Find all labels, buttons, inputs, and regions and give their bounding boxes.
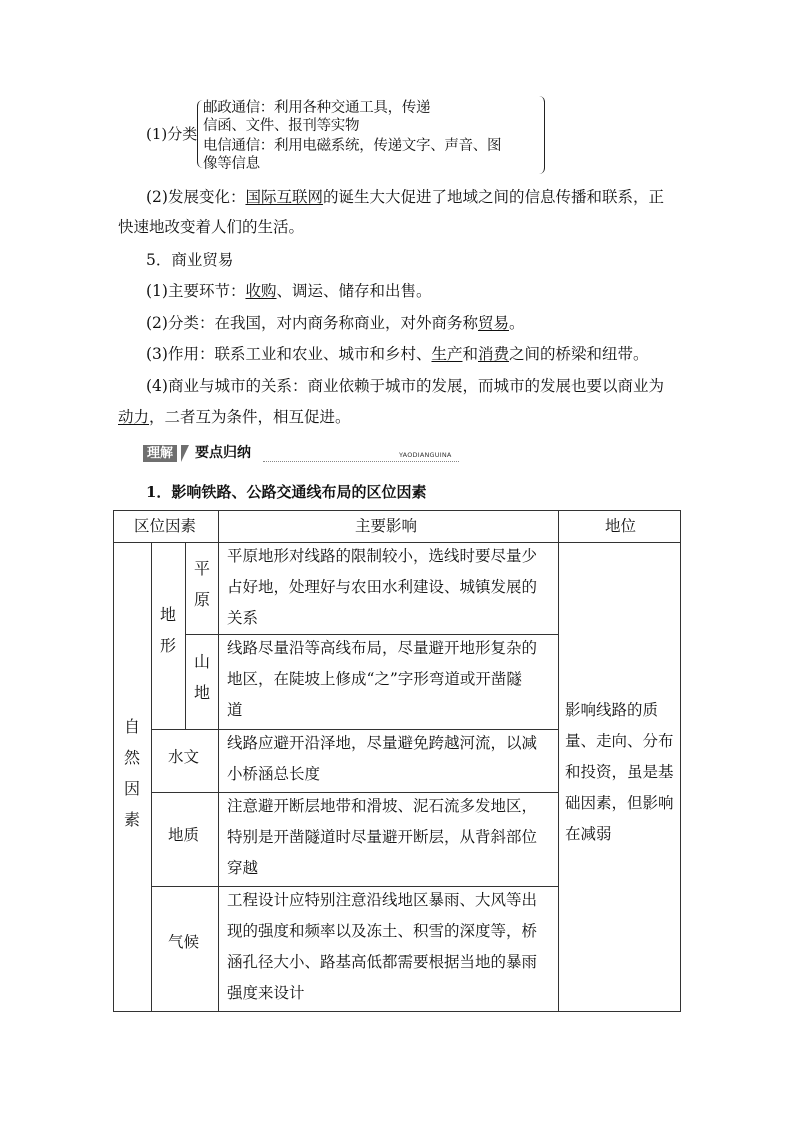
trade-point-4-line-2	[118, 405, 351, 427]
trade-heading: 5．商业贸易	[146, 251, 234, 269]
trade-point-1-keyword: 收购	[245, 282, 277, 300]
mountain-text-cell	[218, 634, 559, 730]
trade-point-3-keyword-1: 生产	[431, 345, 463, 363]
geology-text-line-1: 注意避开断层地带和滑坡、泥石流多发地区，	[227, 797, 538, 815]
banner-tag: 理解	[143, 445, 177, 462]
mountain-text-line-2: 地区，在陡坡上修成“之”字形弯道或开凿隧	[227, 670, 522, 688]
plain-label	[193, 553, 211, 615]
trade-point-1	[146, 279, 432, 301]
right-bracket	[538, 96, 545, 174]
geology-text-cell	[218, 792, 559, 887]
status-line-3: 和投资，虽是基	[565, 763, 674, 781]
trade-point-3-keyword-2: 消费	[478, 345, 510, 363]
climate-label-cell	[151, 886, 219, 1012]
trade-point-4-rest: ，二者互为条件，相互促进。	[149, 408, 351, 426]
climate-text-line-4: 强度来设计	[227, 984, 305, 1002]
trade-point-4: (4)商业与城市的关系：商业依赖于城市的发展，而城市的发展也要以商业为	[146, 377, 664, 395]
climate-text-cell	[218, 886, 559, 1012]
trade-point-1-prefix: (1)主要环节：	[146, 282, 246, 300]
hydrology-text-line-1: 线路应避开沿泽地，尽量避免跨越河流，以减	[227, 734, 538, 752]
status-line-4: 础因素，但影响	[565, 794, 674, 812]
classification-line-2: 信函、文件、报刊等实物	[203, 118, 360, 134]
climate-text-line-2: 现的强度和频率以及冻土、积雪的深度等，桥	[227, 922, 538, 940]
plain-text-line-1: 平原地形对线路的限制较小，选线时要尽量少	[227, 547, 538, 565]
header-influence: 主要影响	[355, 517, 418, 535]
section-banner	[143, 445, 459, 462]
hydrology-label: 水文	[168, 748, 200, 766]
trade-point-1-rest: 、调运、储存和出售。	[276, 282, 432, 300]
hydrology-label-cell	[151, 729, 219, 793]
trade-point-3	[146, 342, 649, 364]
status-line-2: 量、走向、分布	[565, 732, 674, 750]
development-line-2: 快速地改变着人们的生活。	[118, 218, 305, 236]
group-label-text: 自然因素	[123, 717, 140, 829]
hydrology-text-cell	[218, 729, 559, 793]
trade-point-2-rest: 。	[508, 314, 525, 332]
header-cell-factor	[113, 510, 219, 543]
banner-pinyin: YAODIANGUINA	[399, 451, 452, 459]
classification-line-3: 电信通信：利用电磁系统，传递文字、声音、图	[203, 138, 502, 154]
plain-text-line-3: 关系	[227, 609, 259, 627]
plain-text-line-2: 占好地，处理好与农田水利建设、城镇发展的	[227, 578, 538, 596]
group-label	[123, 711, 141, 835]
plain-label-text: 平原	[193, 559, 210, 609]
table-title: 1．影响铁路、公路交通线布局的区位因素	[146, 483, 427, 501]
trade-point-2-prefix: (2)分类：在我国，对内商务称商业，对外商务称	[146, 314, 478, 332]
plain-text-cell	[218, 542, 559, 635]
geology-text-line-3: 穿越	[227, 859, 259, 877]
climate-text-line-3: 涵孔径大小、路基高低都需要根据当地的暴雨	[227, 953, 538, 971]
status-line-5: 在减弱	[565, 825, 612, 843]
climate-text-line-1: 工程设计应特别注意沿线地区暴雨、大风等出	[227, 891, 538, 909]
mountain-label	[193, 646, 211, 708]
mountain-label-text: 山地	[193, 652, 210, 702]
climate-label: 气候	[168, 933, 200, 951]
classification-label: (1)分类	[146, 125, 198, 143]
mountain-text-line-1: 线路尽量沿等高线布局，尽量避开地形复杂的	[227, 639, 538, 657]
geology-label-cell	[151, 792, 219, 887]
geology-text-line-2: 特别是开凿隧道时尽量避开断层，从背斜部位	[227, 828, 538, 846]
development-keyword: 国际互联网	[245, 188, 323, 206]
banner-divider	[263, 461, 459, 462]
mountain-text-line-3: 道	[227, 701, 243, 719]
development-paragraph	[146, 185, 664, 207]
banner-title: 要点归纳	[195, 445, 251, 461]
geology-label: 地质	[168, 826, 200, 844]
trade-point-2-keyword: 贸易	[477, 314, 509, 332]
development-prefix: (2)发展变化：	[146, 188, 246, 206]
classification-line-4: 像等信息	[203, 156, 260, 172]
status-line-1: 影响线路的质	[565, 701, 659, 719]
status-cell	[558, 542, 681, 1012]
terrain-label	[159, 599, 177, 661]
trade-point-3-mid: 和	[462, 345, 478, 363]
hydrology-text-line-2: 小桥涵总长度	[227, 765, 321, 783]
header-status: 地位	[605, 517, 637, 535]
banner-tag-tail	[181, 445, 189, 462]
trade-point-2	[146, 311, 525, 333]
header-factor: 区位因素	[134, 517, 197, 535]
trade-point-3-rest: 之间的桥梁和纽带。	[509, 345, 649, 363]
header-cell-status	[558, 510, 681, 543]
development-rest: 的诞生大大促进了地域之间的信息传播和联系，正	[322, 188, 664, 206]
trade-point-3-prefix: (3)作用：联系工业和农业、城市和乡村、	[146, 345, 432, 363]
classification-line-1: 邮政通信：利用各种交通工具，传递	[203, 100, 431, 116]
trade-point-4-keyword: 动力	[118, 408, 150, 426]
header-cell-influence	[218, 510, 559, 543]
terrain-label-text: 地形	[159, 605, 176, 655]
